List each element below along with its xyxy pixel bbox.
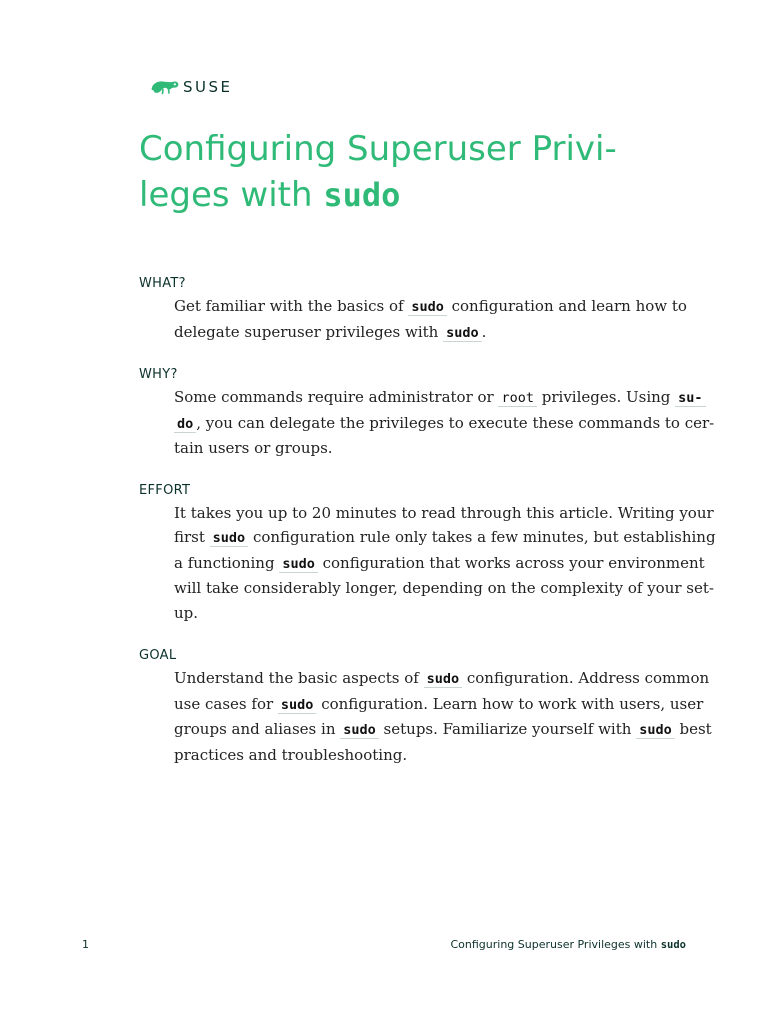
title-line-2-text: leges with	[139, 175, 324, 215]
footer-title	[450, 938, 686, 951]
text-run: will take considerably longer, depending on the complexity of your set-	[174, 579, 714, 597]
text-line	[174, 692, 704, 718]
text-line	[174, 436, 686, 461]
inline-code-sudo: sudo	[278, 697, 317, 714]
text-run: Some commands require administrator or	[174, 388, 499, 406]
text-run: use cases for	[174, 694, 278, 713]
page-title	[139, 126, 659, 218]
suse-logo	[150, 78, 233, 96]
inline-code-sudo: sudo	[408, 299, 447, 316]
text-line	[174, 717, 712, 743]
text-line	[174, 743, 686, 768]
inline-code-sudo: sudo	[210, 530, 249, 547]
chameleon-icon	[150, 79, 180, 95]
section-heading-effort: EFFORT	[139, 482, 191, 498]
text-line	[174, 666, 710, 692]
text-line	[174, 294, 686, 320]
text-line	[174, 385, 703, 411]
text-run: It takes you up to 20 minutes to read through this article. Writing your	[174, 503, 714, 522]
text-run: Get familiar with the basics of	[174, 297, 409, 315]
section-body-goal	[174, 666, 712, 767]
text-line	[174, 320, 686, 346]
inline-code-sudo: sudo	[340, 722, 379, 739]
section-heading-why: WHY?	[139, 367, 178, 382]
section-heading-what: WHAT?	[139, 276, 186, 291]
title-line-2	[139, 172, 659, 218]
text-run: setups. Familiarize yourself with	[378, 720, 637, 738]
inline-code-sudo-part1: su-	[675, 390, 705, 407]
text-line	[174, 525, 716, 551]
abstract-sections	[139, 274, 716, 767]
text-line	[174, 551, 705, 577]
text-run: privileges. Using	[537, 388, 676, 406]
text-run: configuration rule only takes a few minutes, but establishing	[248, 528, 716, 546]
section-heading-goal: GOAL	[139, 648, 177, 663]
text-line	[174, 501, 714, 526]
inline-code-sudo: sudo	[279, 556, 318, 573]
text-run: configuration. Address common	[462, 669, 710, 687]
text-run: Understand the basic aspects of	[174, 669, 424, 687]
text-line	[174, 601, 686, 626]
inline-code-sudo: sudo	[443, 325, 482, 342]
inline-code-sudo-part2: do	[174, 416, 196, 433]
text-run: configuration that works across your environment	[317, 553, 705, 572]
footer-title-code: sudo	[660, 939, 686, 951]
page-footer	[82, 938, 686, 951]
text-run: tain users or groups.	[174, 439, 333, 457]
text-run: practices and troubleshooting.	[174, 745, 408, 764]
text-run: .	[481, 322, 487, 341]
logo-text: SUSE	[183, 78, 233, 96]
title-code: sudo	[323, 176, 401, 214]
text-run: , you can delegate the privileges to execute these commands to cer-	[196, 413, 715, 432]
text-run: a functioning	[174, 553, 280, 572]
footer-title-text: Configuring Superuser Privileges with	[450, 938, 661, 951]
text-run: best	[674, 720, 712, 738]
section-body-effort	[174, 501, 716, 626]
text-run: up.	[174, 603, 199, 622]
text-run: configuration and learn how to	[446, 297, 687, 315]
section-body-what	[174, 294, 686, 345]
text-run: configuration. Learn how to work with users, user	[316, 694, 704, 713]
text-run: delegate superuser privileges with	[174, 322, 444, 341]
section-body-why	[174, 385, 715, 461]
text-line	[174, 411, 715, 437]
page-number: 1	[82, 938, 89, 951]
text-run: groups and aliases in	[174, 720, 341, 738]
text-run: first	[174, 528, 210, 546]
inline-code-sudo: sudo	[636, 722, 675, 739]
title-line-1: Configuring Superuser Privi-	[139, 129, 617, 169]
inline-code-sudo: sudo	[424, 671, 463, 688]
text-line	[174, 576, 714, 601]
inline-code-root: root	[498, 390, 537, 407]
